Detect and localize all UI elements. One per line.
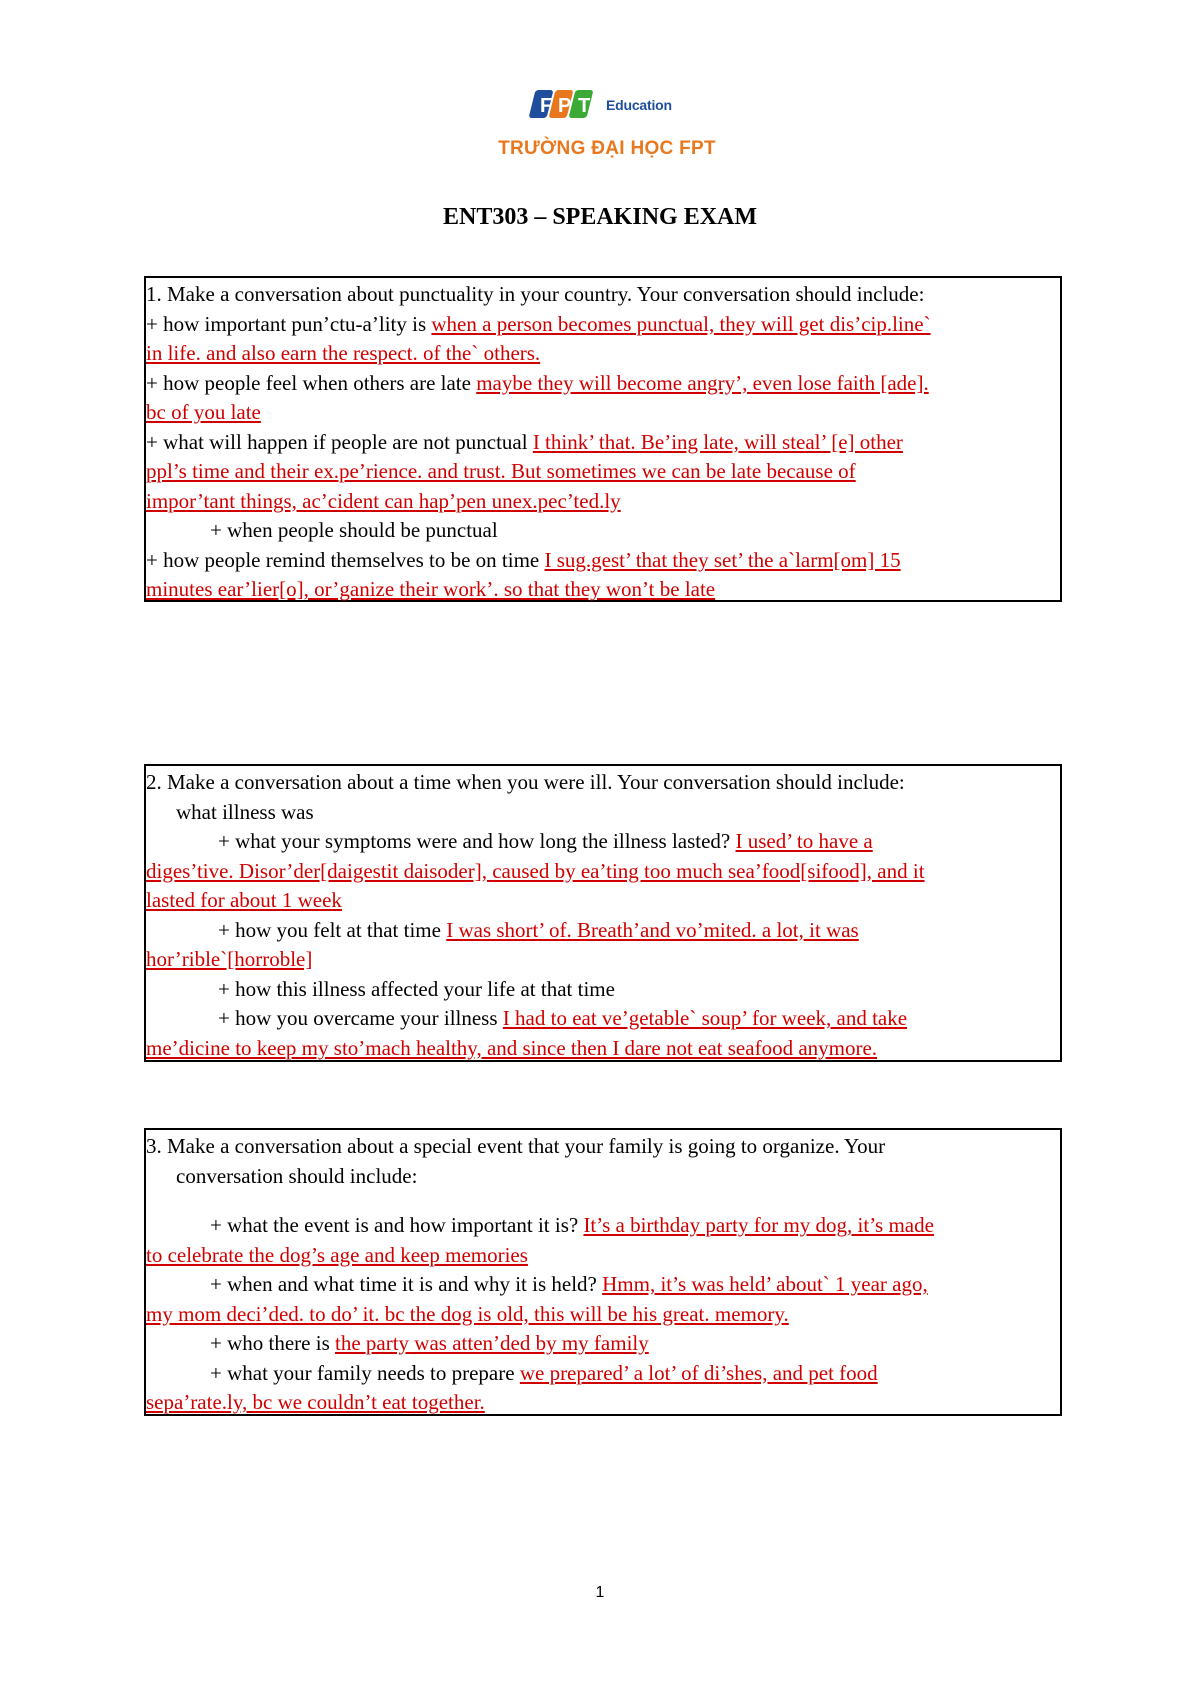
q3-prompt: 3. Make a conversation about a special event that your family is going to organize. Your: [146, 1134, 886, 1158]
q3-bullet: + when and what time it is and why it is held?: [210, 1272, 603, 1296]
page-number: 1: [595, 1584, 605, 1601]
q3-line: [146, 1270, 1058, 1300]
q2-line: [146, 886, 1058, 916]
q2-line: [146, 1004, 1058, 1034]
fpt-education-logo: [528, 88, 678, 120]
q1-line: [146, 428, 1058, 458]
q1-line: [146, 575, 1058, 605]
q1-bullet: + how people feel when others are late: [146, 370, 477, 395]
q1-line: [146, 457, 1058, 487]
q1-line: [146, 310, 1058, 340]
q3-spacer: [146, 1191, 1058, 1211]
q1-line: [146, 369, 1058, 399]
q2-line: [146, 1034, 1058, 1064]
q1-answer: ppl’s time and their ex.pe’rience. and trust. But sometimes we can be late because of: [146, 459, 856, 483]
question-box-3: [144, 1128, 1062, 1416]
q1-answer: minutes ear’lier[o], or’ganize their work’. so that they won’t be late: [146, 577, 716, 601]
question-box-2: [144, 764, 1062, 1062]
q1-bullet: + when people should be punctual: [210, 518, 498, 542]
q1-line: [146, 487, 1058, 517]
svg-text:T: T: [578, 95, 591, 117]
q1-line: [146, 339, 1058, 369]
q3-line: [146, 1211, 1058, 1241]
q3-line: [146, 1300, 1058, 1330]
q2-answer: me’dicine to keep my sto’mach healthy, and since then I dare not eat seafood anymore.: [146, 1035, 878, 1060]
q1-answer: when a person becomes punctual, they will get dis’cip.line`: [431, 311, 931, 336]
q2-answer: I had to eat ve’getable` soup’ for week, and take: [502, 1006, 908, 1030]
q3-line: [146, 1388, 1058, 1418]
q1-line: [146, 398, 1058, 428]
q2-line: what illness was: [176, 799, 314, 824]
q3-line: [146, 1329, 1058, 1359]
q3-line: [146, 1241, 1058, 1271]
q2-line: [146, 827, 1058, 857]
q2-answer: diges’tive. Disor’der[daigestit daisoder], caused by ea’ting too much sea’food[sifood], and it: [146, 858, 925, 883]
svg-text:F: F: [540, 95, 553, 117]
q1-answer: maybe they will become angry’, even lose faith [ade].: [476, 370, 929, 395]
fpt-logo-icon: [528, 88, 598, 120]
q1-answer: bc of you late: [146, 400, 261, 424]
q3-answer: we prepared’ a lot’ of di’shes, and pet food: [519, 1360, 878, 1385]
q2-line: [146, 945, 1058, 975]
q2-prompt: 2. Make a conversation about a time when you were ill. Your conversation should include:: [146, 770, 905, 794]
q2-line: [146, 857, 1058, 887]
q2-line: [146, 975, 1058, 1005]
svg-text:P: P: [558, 95, 572, 117]
q2-bullet: + how this illness affected your life at that time: [218, 976, 615, 1001]
q1-answer: impor’tant things, ac’cident can hap’pen unex.pec’ted.ly: [146, 488, 621, 513]
q1-bullet: + what will happen if people are not punctual: [146, 429, 533, 454]
q1-answer: I think’ that. Be’ing late, will steal’ [e] other: [532, 429, 903, 454]
q3-answer: to celebrate the dog’s age and keep memories: [146, 1242, 528, 1267]
q3-answer: my mom deci’ded. to do’ it. bc the dog is old, this will be his great. memory.: [146, 1301, 789, 1326]
q1-line: [146, 516, 1058, 546]
q3-answer: Hmm, it’s was held’ about` 1 year ago,: [602, 1272, 928, 1296]
q3-line: [146, 1359, 1058, 1389]
q2-answer: I used’ to have a: [735, 829, 873, 853]
q1-bullet: + how people remind themselves to be on time: [146, 547, 545, 572]
page-title: ENT303 – SPEAKING EXAM: [442, 204, 758, 230]
q3-answer: sepa’rate.ly, bc we couldn’t eat together.: [146, 1390, 485, 1414]
q1-answer: in life. and also earn the respect. of the` others.: [146, 341, 541, 365]
q2-answer: hor’rible`[horroble]: [146, 947, 313, 971]
q2-answer: I was short’ of. Breath’and vo’mited. a lot, it was: [446, 917, 859, 942]
q2-answer: lasted for about 1 week: [146, 888, 342, 912]
question-box-1: [144, 276, 1062, 602]
q2-bullet: + how you overcame your illness: [218, 1006, 503, 1030]
logo-subtitle: Education: [606, 97, 672, 113]
q3-line: conversation should include:: [176, 1163, 418, 1188]
q3-answer: the party was atten’ded by my family: [335, 1331, 649, 1355]
q2-line: [146, 916, 1058, 946]
q3-bullet: + who there is: [210, 1331, 335, 1355]
q2-bullet: + how you felt at that time: [218, 917, 447, 942]
q3-answer: It’s a birthday party for my dog, it’s made: [583, 1213, 934, 1237]
q3-bullet: + what the event is and how important it is?: [210, 1213, 584, 1237]
q2-bullet: + what your symptoms were and how long the illness lasted?: [218, 829, 736, 853]
q1-line: [146, 546, 1058, 576]
q1-bullet: + how important pun’ctu-a’lity is: [146, 311, 432, 336]
q1-prompt: 1. Make a conversation about punctuality in your country. Your conversation should include:: [146, 282, 925, 306]
school-name: TRƯỜNG ĐẠI HỌC FPT: [498, 138, 716, 159]
q1-answer: I sug.gest’ that they set’ the a`larm[om] 15: [544, 547, 901, 572]
q3-bullet: + what your family needs to prepare: [210, 1360, 520, 1385]
